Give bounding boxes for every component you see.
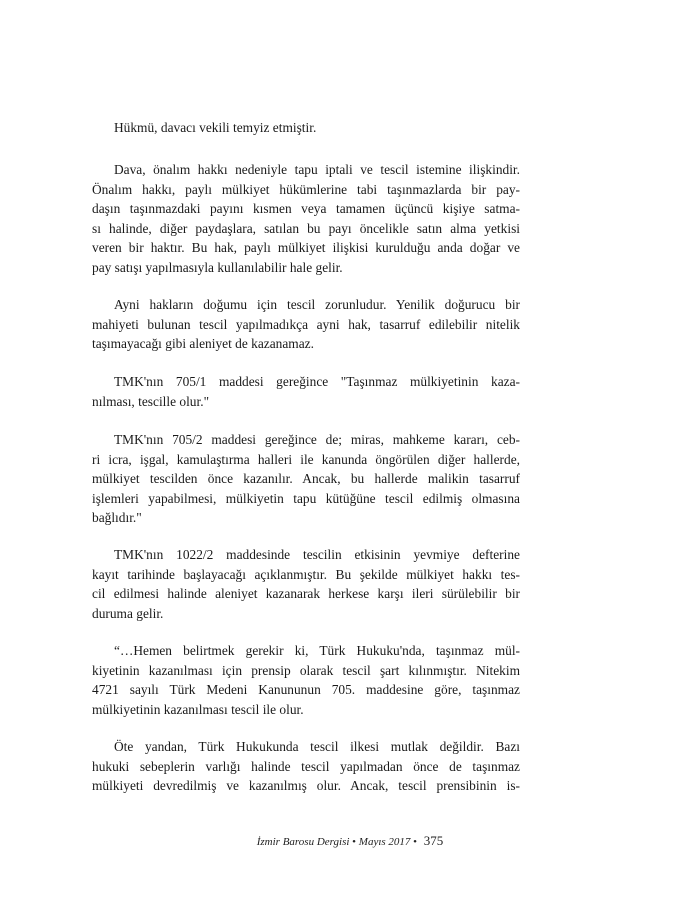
- text-line: kiyetinin kazanılması için prensip olarak tescil şart kılınmıştır. Nitekim: [92, 662, 520, 678]
- text-line: sı halinde, diğer paydaşlara, satılan bu payı öncelikle satın alma yetkisi: [92, 220, 520, 236]
- text-line: veren bir haktır. Bu hak, paylı mülkiyet ilişkisi kurulduğu anda doğar ve: [92, 240, 520, 256]
- journal-name: İzmir Barosu Dergisi: [256, 836, 350, 848]
- text-line: mülkiyeti devredilmiş ve kazanılmış olur. Ancak, tescil prensibinin is-: [92, 778, 520, 794]
- text-line: Öte yandan, Türk Hukukunda tescil ilkesi mutlak değildir. Bazı: [114, 739, 520, 754]
- page-number: 375: [423, 833, 444, 848]
- text-line: pay satışı yapılmasıyla kullanılabilir hale gelir.: [92, 259, 343, 275]
- text-line: duruma gelir.: [92, 605, 164, 621]
- paragraph-tmk-1022-2: [92, 545, 520, 623]
- text-line: ri icra, işgal, kamulaştırma halleri ile kanunda öngörülen diğer hallerde,: [92, 451, 520, 467]
- text-line: TMK'nın 1022/2 maddesinde tescilin etkisinin yevmiye defterine: [114, 547, 520, 562]
- text-line: nılması, tescille olur.": [92, 393, 210, 409]
- text-line: hukuki sebeplerin varlığı halinde tescil yapılmadan önce de taşınmaz: [92, 758, 520, 774]
- text-line: işlemleri yapabilmesi, mülkiyetin tapu kütüğüne tescil edilmiş olmasına: [92, 490, 520, 506]
- paragraph-verdict: [92, 118, 520, 138]
- paragraph-registration-principle: [92, 737, 520, 796]
- text-line: 4721 sayılı Türk Medeni Kanununun 705. maddesine göre, taşınmaz: [92, 682, 520, 698]
- footer-separator: •: [352, 836, 357, 848]
- issue-date: Mayıs 2017: [358, 836, 411, 848]
- paragraph-tmk-705-1: [92, 372, 520, 411]
- paragraph-registration-requirement: [92, 295, 520, 354]
- text-line: bağlıdır.": [92, 510, 142, 526]
- footer-separator: •: [413, 836, 418, 848]
- text-line: Önalım hakkı, paylı mülkiyet hükümlerine tabi taşınmazlarda bir pay-: [92, 181, 520, 197]
- text-line: mahiyeti bulunan tescil yapılmadıkça ayni hak, tasarruf edilebilir nitelik: [92, 316, 520, 332]
- text-line: daşın taşınmazdaki payını kısmen veya tamamen üçüncü kişiye satma-: [92, 201, 520, 217]
- text-line: cil edilmesi halinde aleniyet kazanarak herkese karşı ileri sürülebilir bir: [92, 586, 520, 602]
- text-line: “…Hemen belirtmek gerekir ki, Türk Hukuku'nda, taşınmaz mül-: [114, 643, 520, 658]
- paragraph-preemption-right: [92, 160, 520, 278]
- text-line: kayıt tarihinde başlayacağı açıklanmıştır. Bu şekilde mülkiyet hakkı tes-: [92, 566, 520, 582]
- text-line: mülkiyet tescilden önce kazanılır. Ancak, bu hallerde malikin tasarruf: [92, 471, 520, 487]
- text-line: TMK'nın 705/1 maddesi gereğince "Taşınmaz mülkiyetinin kaza-: [114, 374, 520, 389]
- text-line: TMK'nın 705/2 maddesi gereğince de; miras, mahkeme kararı, ceb-: [114, 432, 520, 447]
- text-line: Dava, önalım hakkı nedeniyle tapu iptali ve tescil istemine ilişkindir.: [114, 162, 520, 177]
- text-line: Ayni hakların doğumu için tescil zorunludur. Yenilik doğurucu bir: [114, 297, 520, 312]
- text-line: mülkiyetinin kazanılması tescil ile olur.: [92, 701, 304, 717]
- page-footer: [0, 833, 700, 849]
- text-line: Hükmü, davacı vekili temyiz etmiştir.: [114, 120, 317, 135]
- text-line: taşımayacağı gibi aleniyet de kazanamaz.: [92, 336, 314, 352]
- paragraph-quotation: [92, 641, 520, 719]
- paragraph-tmk-705-2: [92, 430, 520, 528]
